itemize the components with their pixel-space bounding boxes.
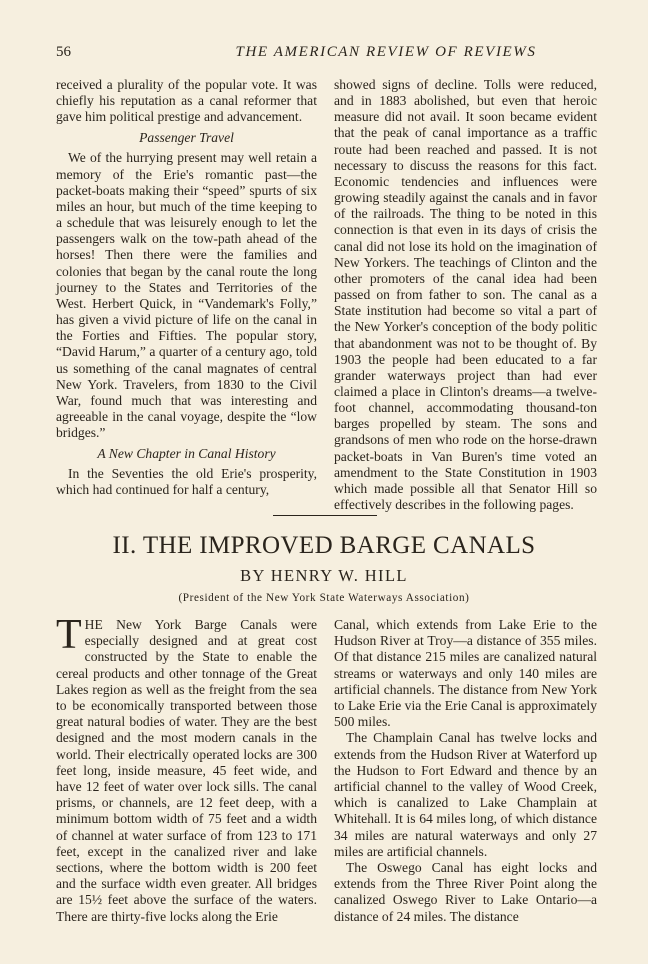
section-divider xyxy=(273,515,377,516)
paragraph-text: New York Barge Canals were especially designed and at great cost constructed by the State to enable the cereal products and other tonnage of the Great Lakes region as well as the freight from the sea to be economically transported between those great natural bodies of water. They are the best designed and the most modern canals in the world. Their electrically operated locks are 300 feet long, inside measure, 45 feet wide, and have 12 feet of water over lock sills. The canal prisms, or channels, are 12 feet deep, with a minimum bottom width of 75 feet and a width of channel at water surface of from 123 to 171 feet, except in the canalized river and lake sections, where the bottom width is 200 feet and the surface width even greater. All bridges are 15½ feet above the surface of the waters. There are thirty-five locks along the Erie xyxy=(56,617,317,924)
section-subheading: Passenger Travel xyxy=(139,130,234,146)
paragraph: Canal, which extends from Lake Erie to the Hudson River at Troy—a distance of 355 miles. Of that distance 215 miles are canalized natural streams or waterways and only 140 miles are artificial channels. The distance from New York to Lake Erie via the Erie Canal is approximately 500 miles. xyxy=(334,617,597,730)
bottom-right-column xyxy=(334,617,597,925)
paragraph: The Oswego Canal has eight locks and extends from the Three River Point along the canalized Oswego River to Lake Ontario—a distance of 24 miles. The distance xyxy=(334,860,597,924)
paragraph: received a plurality of the popular vote. It was chiefly his reputation as a canal reformer that gave him political prestige and advancement. xyxy=(56,77,317,125)
page-number: 56 xyxy=(56,44,71,60)
lead-small-caps: HE xyxy=(84,617,103,632)
page-header xyxy=(56,44,596,64)
top-left-column xyxy=(56,77,317,499)
bottom-left-column xyxy=(56,612,317,925)
top-right-column xyxy=(334,77,597,513)
paragraph: We of the hurrying present may well retain a memory of the Erie's romantic past—the packet-boats making their “speed” spurts of six miles an hour, but much of the time keeping to a schedule that was leisurely enough to let the passengers walk on the tow-path ahead of the horses! Then there were the families and colonies that began by the canal route the long journey to the States and Territories of the West. Herbert Quick, in “Vandemark's Folly,” has given a vivid picture of life on the canal in the Forties and Fifties. The popular story, “David Harum,” a quarter of a century ago, told us something of the canal magnates of central New York. Travelers, from 1830 to the Civil War, found much that was interesting and agreeable in the canal voyage, despite the “low bridges.” xyxy=(56,150,317,441)
author-affiliation: (President of the New York State Waterways Association) xyxy=(178,592,470,604)
paragraph: showed signs of decline. Tolls were reduced, and in 1883 abolished, but even that heroic measure did not avail. It soon became evident that the peak of canal importance as a traffic route had been reached and passed. It is not necessary to discuss the reasons for this fact. Economic tendencies and influences were growing steadily against the canals and in favor of the railroads. The thing to be noted in this connection is that even in its days of crisis the canal did not lose its hold on the imagination of New Yorkers. The teachings of Clinton and the other promoters of the canal idea had been passed on from father to son. The canal as a State institution had become so vital a part of the New Yorker's conception of the body politic that abandonment was not to be thought of. By 1903 the people had been educated to a far grander waterways project than had ever claimed a place in Clinton's dreams—a twelve-foot channel, accommodating thousand-ton barges propelled by steam. The sons and grandsons of men who rode on the horse-drawn packet-boats in Van Buren's time voted an amendment to the State Constitution in 1903 which made possible all that Senator Hill so effectively describes in the following pages. xyxy=(334,77,597,513)
paragraph: In the Seventies the old Erie's prosperity, which had continued for half a century, xyxy=(56,466,317,498)
section-subheading: A New Chapter in Canal History xyxy=(97,446,276,462)
paragraph xyxy=(56,612,317,925)
article-title: II. THE IMPROVED BARGE CANALS xyxy=(112,532,536,559)
drop-cap: T xyxy=(56,612,82,658)
article-byline: BY HENRY W. HILL xyxy=(240,566,408,585)
running-title: THE AMERICAN REVIEW OF REVIEWS xyxy=(235,44,537,60)
paragraph: The Champlain Canal has twelve locks and extends from the Hudson River at Waterford up the Hudson to Fort Edward and thence by an artificial channel to the valley of Wood Creek, which is canalized to Lake Champlain at Whitehall. It is 64 miles long, of which distance 34 miles are natural waterways and only 27 miles are artificial channels. xyxy=(334,730,597,859)
